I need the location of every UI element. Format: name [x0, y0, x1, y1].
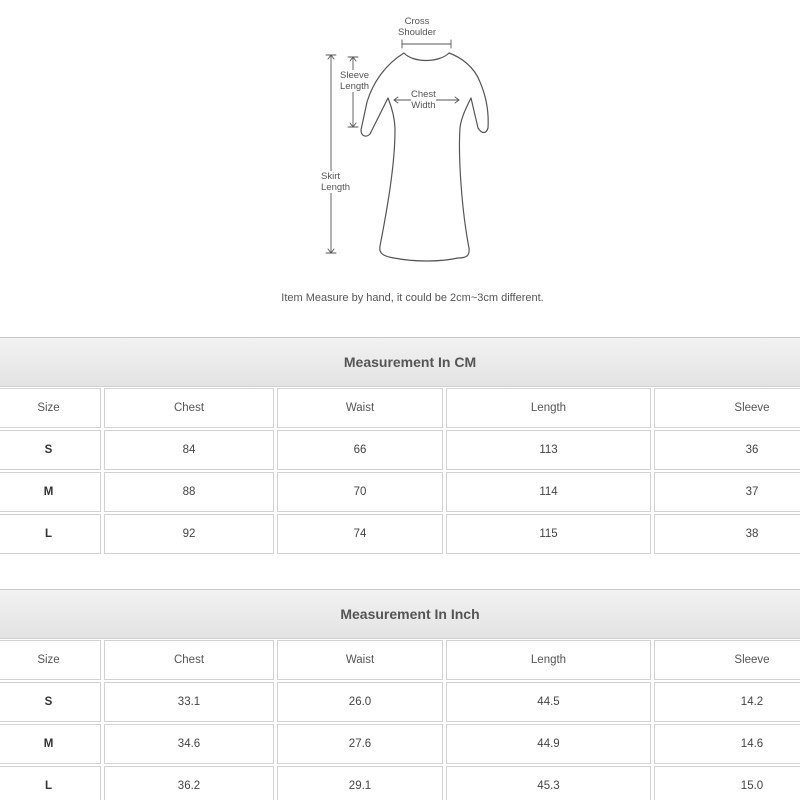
chest-cell: 36.2	[104, 766, 274, 800]
waist-cell: 26.0	[277, 682, 443, 722]
table-row	[0, 513, 800, 555]
sleeve-cell	[654, 724, 800, 764]
sleeve-cell	[654, 472, 800, 512]
table-row	[0, 429, 800, 471]
inch-table-title: Measurement In Inch	[0, 589, 800, 639]
waist-cell: 70	[277, 472, 443, 512]
header-length: Length	[446, 388, 651, 428]
length-cell: 114	[446, 472, 651, 512]
sleeve-length-label-line2: Length	[340, 81, 370, 92]
cross-shoulder-label	[398, 16, 436, 38]
size-cell: M	[0, 472, 101, 512]
sleeve-cell-text: 14.2	[740, 696, 764, 708]
skirt-length-label	[321, 171, 350, 193]
waist-cell: 27.6	[277, 724, 443, 764]
waist-cell: 66	[277, 430, 443, 470]
sleeve-cell	[654, 682, 800, 722]
dress-outline	[361, 53, 488, 261]
table-row	[0, 723, 800, 765]
header-size: Size	[0, 388, 101, 428]
inch-table-grid	[0, 639, 800, 800]
size-cell: S	[0, 682, 101, 722]
sleeve-cell	[654, 430, 800, 470]
size-cell: L	[0, 766, 101, 800]
header-size: Size	[0, 640, 101, 680]
sleeve-cell-text: 37	[745, 486, 759, 498]
length-cell: 45.3	[446, 766, 651, 800]
header-waist: Waist	[277, 388, 443, 428]
size-cell: L	[0, 514, 101, 554]
chest-cell: 33.1	[104, 682, 274, 722]
table-header-row	[0, 387, 800, 429]
length-cell: 44.9	[446, 724, 651, 764]
dress-outline-figure	[0, 0, 800, 300]
header-sleeve	[654, 640, 800, 680]
sleeve-cell-text: 38	[745, 528, 759, 540]
sleeve-length-label-line1: Sleeve	[340, 70, 370, 81]
sleeve-cell-text: 36	[745, 444, 759, 456]
chest-cell: 34.6	[104, 724, 274, 764]
measurement-diagram	[0, 0, 800, 318]
waist-cell: 74	[277, 514, 443, 554]
size-cell: S	[0, 430, 101, 470]
sleeve-cell	[654, 766, 800, 800]
header-chest: Chest	[104, 640, 274, 680]
header-sleeve-text: Sleeve	[734, 402, 770, 414]
length-cell: 115	[446, 514, 651, 554]
length-cell: 44.5	[446, 682, 651, 722]
size-cell: M	[0, 724, 101, 764]
measure-note: Item Measure by hand, it could be 2cm~3cm different.	[281, 292, 544, 304]
sleeve-length-label	[340, 70, 369, 92]
header-chest: Chest	[104, 388, 274, 428]
cm-table-title: Measurement In CM	[0, 337, 800, 387]
sleeve-cell-text: 15.0	[740, 780, 764, 792]
cm-size-table	[0, 337, 800, 560]
skirt-length-label-line1: Skirt	[321, 171, 340, 182]
table-header-row	[0, 639, 800, 681]
chest-width-label-line2: Width	[411, 100, 436, 111]
sleeve-cell-text: 14.6	[740, 738, 764, 750]
chest-cell: 92	[104, 514, 274, 554]
chest-width-label	[411, 89, 436, 111]
cross-shoulder-label-line1: Cross	[404, 16, 430, 27]
cross-shoulder-label-line2: Shoulder	[398, 27, 437, 38]
table-row	[0, 471, 800, 513]
cm-table-grid	[0, 387, 800, 555]
table-row	[0, 681, 800, 723]
table-row	[0, 765, 800, 800]
skirt-length-label-line2: Length	[321, 182, 351, 193]
inch-size-table	[0, 589, 800, 800]
header-sleeve	[654, 388, 800, 428]
chest-width-label-line1: Chest	[411, 89, 436, 100]
waist-cell: 29.1	[277, 766, 443, 800]
header-waist: Waist	[277, 640, 443, 680]
sleeve-cell	[654, 514, 800, 554]
chest-cell: 88	[104, 472, 274, 512]
header-sleeve-text: Sleeve	[734, 654, 770, 666]
header-length: Length	[446, 640, 651, 680]
chest-cell: 84	[104, 430, 274, 470]
length-cell: 113	[446, 430, 651, 470]
